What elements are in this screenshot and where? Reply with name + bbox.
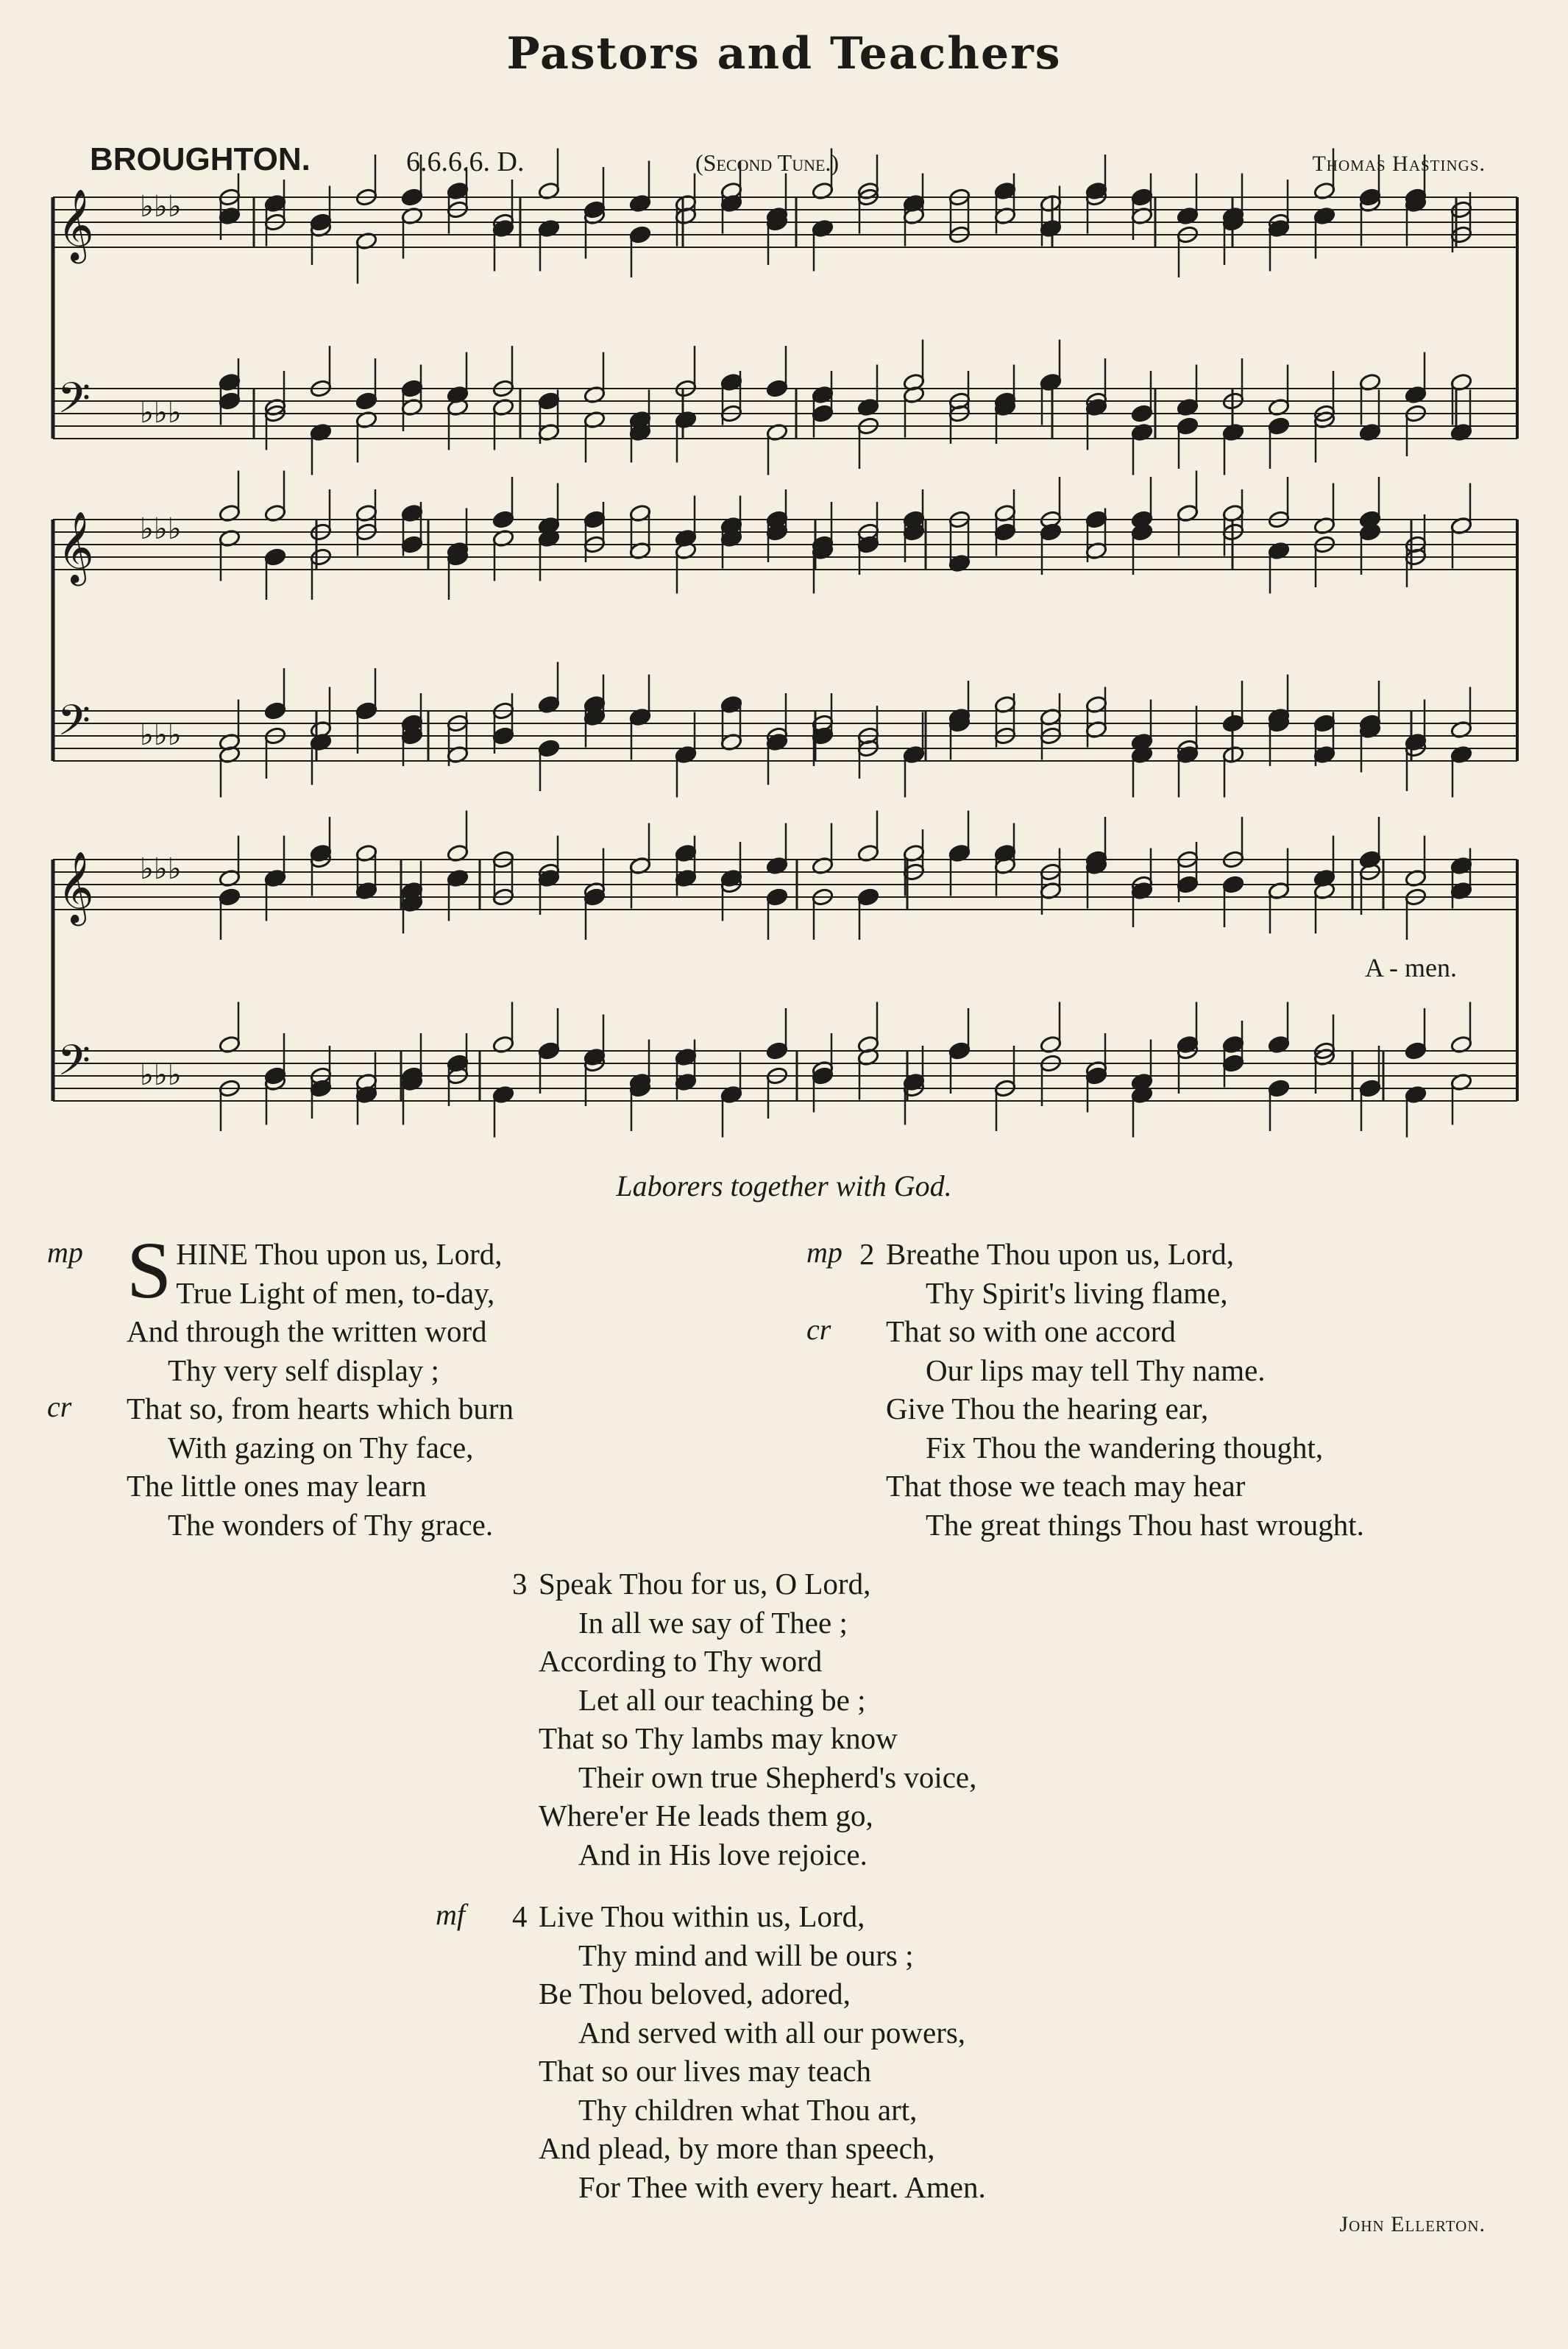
verse-line: Live Thou within us, Lord, — [539, 1899, 865, 1933]
verse-3 — [512, 1565, 1174, 1874]
verse-line: In all we say of Thee ; — [578, 1605, 848, 1640]
verse-line: The little ones may learn — [127, 1469, 427, 1503]
note-head — [538, 739, 561, 758]
note-head — [766, 1041, 789, 1060]
verse-1 — [127, 1225, 759, 1544]
note-head — [766, 887, 789, 907]
note-head — [857, 887, 880, 907]
note-head — [1177, 875, 1199, 894]
verse-line: HINE Thou upon us, Lord, — [176, 1237, 503, 1271]
note-head — [401, 188, 424, 207]
verse-line: That so, from hearts which burn — [127, 1392, 514, 1425]
note-head — [1268, 1079, 1291, 1098]
verse-number: 2 — [859, 1237, 875, 1271]
key-signature-flat-icon: ♭♭♭ — [140, 718, 182, 752]
page-title: Pastors and Teachers — [506, 28, 1062, 79]
bass-clef-icon: 𝄢 — [57, 695, 91, 756]
note-head — [219, 887, 241, 907]
treble-clef-icon: 𝄞 — [57, 188, 94, 261]
note-head — [401, 535, 424, 554]
dynamic-mark: mp — [806, 1236, 842, 1269]
verse-number: 3 — [512, 1567, 528, 1601]
verse-line: That so with one accord — [886, 1314, 1176, 1348]
note-head — [219, 392, 241, 411]
tune-name: BROUGHTON. — [90, 141, 311, 177]
verse-line: The great things Thou hast wrought. — [926, 1507, 1364, 1542]
author: John Ellerton. — [1339, 2212, 1486, 2236]
verse-line: Their own true Shepherd's voice, — [578, 1760, 977, 1794]
verse-line: And served with all our powers, — [578, 2015, 966, 2049]
verse-line: According to Thy word — [539, 1644, 823, 1678]
music-score — [0, 0, 1568, 1148]
note-head — [1085, 510, 1108, 529]
composer: Thomas Hastings. — [1312, 152, 1486, 176]
note-head — [1222, 875, 1245, 894]
drop-cap: S — [127, 1225, 172, 1315]
note-head — [538, 392, 561, 411]
tune-note: (Second Tune.) — [695, 149, 840, 176]
verse-line: With gazing on Thy face, — [168, 1430, 474, 1464]
verse-line: For Thee with every heart. Amen. — [578, 2169, 986, 2204]
hymn-caption: Laborers together with God. — [616, 1169, 952, 1202]
verse-line: Speak Thou for us, O Lord, — [539, 1567, 871, 1601]
verse-line: That those we teach may hear — [886, 1469, 1246, 1503]
note-head — [492, 726, 515, 745]
key-signature-flat-icon: ♭♭♭ — [140, 852, 182, 886]
note-head — [264, 701, 287, 720]
verse-line: And through the written word — [127, 1314, 487, 1348]
dynamic-mark: mp — [47, 1236, 83, 1269]
note-head — [264, 548, 287, 567]
verse-line: Where'er He leads them go, — [539, 1799, 873, 1832]
bass-clef-icon: 𝄢 — [57, 1035, 91, 1096]
note-head — [1313, 714, 1336, 733]
note-head — [583, 510, 606, 529]
note-head — [1222, 1054, 1245, 1073]
note-head — [766, 379, 789, 398]
verse-2 — [859, 1235, 1551, 1544]
verse-line: Breathe Thou upon us, Lord, — [886, 1237, 1234, 1271]
note-head — [401, 379, 424, 398]
note-head — [538, 1041, 561, 1060]
note-head — [1222, 714, 1245, 733]
verse-number: 4 — [512, 1899, 528, 1933]
amen-lyric: A - men. — [1365, 953, 1457, 982]
key-signature-flat-icon: ♭♭♭ — [140, 512, 182, 546]
verse-line: Give Thou the hearing ear, — [886, 1392, 1209, 1425]
dynamic-mark: cr — [806, 1313, 831, 1346]
note-head — [355, 392, 378, 411]
verse-line: And plead, by more than speech, — [539, 2131, 935, 2165]
note-head — [1131, 404, 1154, 423]
dynamic-mark: mf — [436, 1898, 465, 1931]
meter: 6.6.6.6. D. — [406, 146, 525, 177]
verse-line: The wonders of Thy grace. — [168, 1507, 494, 1542]
verse-line: True Light of men, to-day, — [176, 1275, 495, 1310]
note-head — [629, 225, 652, 244]
verse-line: Fix Thou the wandering thought, — [926, 1430, 1324, 1464]
bass-clef-icon: 𝄢 — [57, 373, 91, 433]
verse-line: Be Thou beloved, adored, — [539, 1977, 851, 2010]
dynamic-mark: cr — [47, 1390, 72, 1423]
verse-line: Thy very self display ; — [168, 1353, 439, 1387]
note-head — [812, 404, 834, 423]
verse-line: Thy mind and will be ours ; — [578, 1938, 914, 1972]
verse-line: Thy children what Thou art, — [578, 2092, 918, 2127]
treble-clef-icon: 𝄞 — [57, 511, 94, 583]
verse-line: And in His love rejoice. — [578, 1837, 868, 1871]
verse-4 — [512, 1897, 1248, 2206]
treble-clef-icon: 𝄞 — [57, 851, 94, 923]
note-head — [1131, 188, 1154, 207]
note-head — [994, 522, 1017, 542]
note-head — [1177, 417, 1199, 436]
verse-line: Our lips may tell Thy name. — [926, 1353, 1266, 1387]
verse-line: That so our lives may teach — [539, 2054, 872, 2088]
key-signature-flat-icon: ♭♭♭ — [140, 396, 182, 430]
note-head — [1405, 1041, 1427, 1060]
note-head — [1268, 417, 1291, 436]
verse-line: Let all our teaching be ; — [578, 1682, 866, 1717]
verse-line: That so Thy lambs may know — [539, 1721, 898, 1755]
note-head — [492, 510, 515, 529]
key-signature-flat-icon: ♭♭♭ — [140, 1058, 182, 1092]
verse-line: Thy Spirit's living flame, — [926, 1275, 1228, 1310]
note-head — [355, 701, 378, 720]
key-signature-flat-icon: ♭♭♭ — [140, 190, 182, 224]
